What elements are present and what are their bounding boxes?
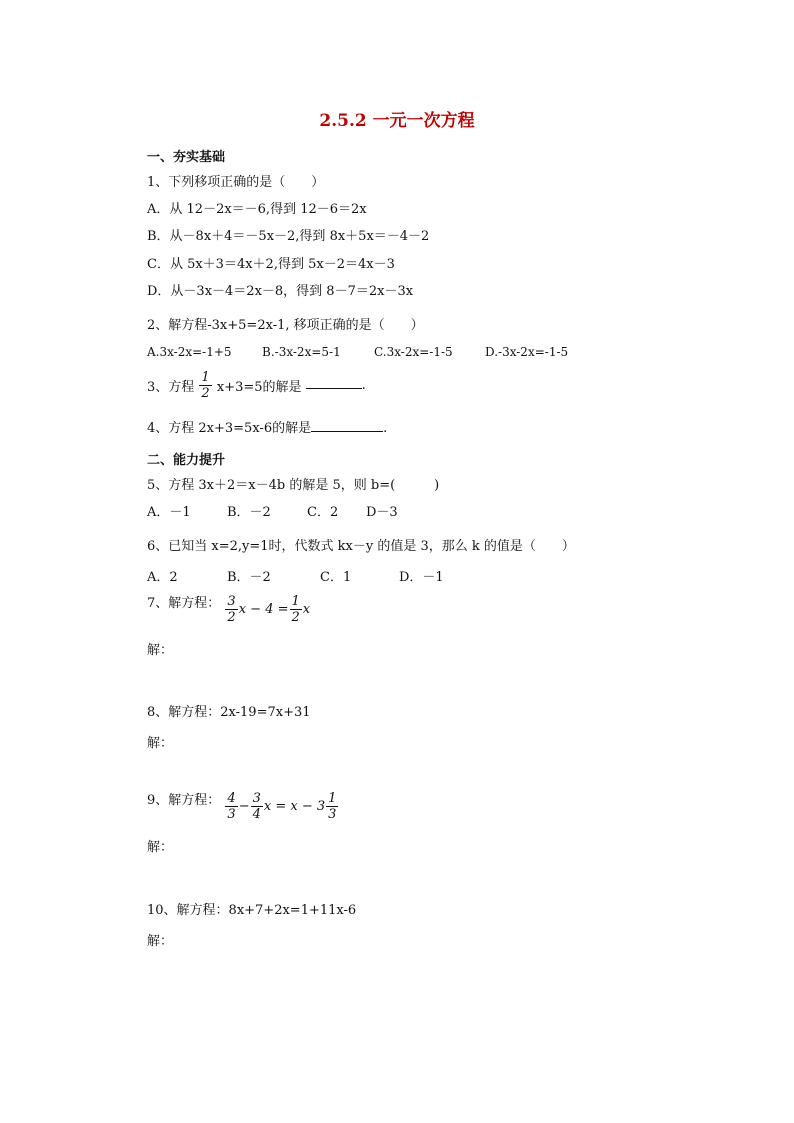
question-6-option-a: A．2 [147,570,178,585]
section-heading-advanced: 二、能力提升 [147,453,226,468]
question-4-text: 4、方程 2x+3=5x-6的解是 [147,421,312,436]
question-1-option-b: B．从－8x＋4＝－5x－2,得到 8x＋5x＝－4－2 [147,229,430,244]
fraction-one-third: $\frac{1}{3}$ [328,791,337,822]
question-1-option-c: C．从 5x＋3＝4x＋2,得到 5x－2＝4x－3 [147,257,395,272]
question-1-option-d: D．从－3x－4＝2x－8，得到 8－7＝2x－3x [147,284,414,299]
question-8-answer-label: 解： [147,736,174,751]
equation-7: $\frac{3}{2}$ x − 4 = $\frac{1}{2}$ x [227,594,311,625]
fraction-four-thirds: $\frac{4}{3}$ [227,791,236,822]
answer-blank [306,376,362,389]
fraction-one-half: $\frac{1}{2}$ [201,370,210,401]
question-6-option-c: C．1 [320,570,352,585]
question-5-option-c: C．2 [307,505,339,520]
question-2-option-b: B.-3x-2x=5-1 [262,345,341,359]
question-2-option-c: C.3x-2x=-1-5 [374,345,453,359]
question-5-stem: 5、方程 3x＋2＝x－4b 的解是 5，则 b=( ) [147,478,440,493]
question-9-answer-label: 解： [147,840,174,855]
fraction-three-quarters: $\frac{3}{4}$ [252,791,261,822]
question-2-stem: 2、解方程-3x+5=2x-1, 移项正确的是（ ） [147,318,424,333]
fraction-one-half: $\frac{1}{2}$ [291,594,300,625]
question-6-options [147,566,477,585]
page-title: 2.5.2 一元一次方程 [319,111,475,131]
question-10-label: 10、解方程：8x+7+2x=1+11x-6 [147,903,357,918]
question-4: 4、方程 2x+3=5x-6的解是 . [147,421,388,436]
question-9 [147,789,339,822]
question-7 [147,592,310,625]
question-8-label: 8、解方程：2x-19=7x+31 [147,705,311,720]
question-3-suffix: x+3=5的解是 [216,380,302,395]
question-5-options [147,501,447,520]
question-7-answer-label: 解： [147,643,174,658]
question-5-option-b: B．－2 [227,505,271,520]
question-1-option-a: A．从 12－2x＝－6,得到 12－6＝2x [147,202,367,217]
answer-blank [311,419,383,432]
question-1-stem: 1、下列移项正确的是（ ） [147,175,325,190]
section-heading-basic: 一、夯实基础 [147,150,226,165]
question-2-options [147,345,587,361]
question-7-label: 7、解方程： [147,596,221,611]
question-6-stem: 6、已知当 x=2,y=1时，代数式 kx－y 的值是 3，那么 k 的值是（ ） [147,539,575,554]
question-2-option-a: A.3x-2x=-1+5 [147,345,232,359]
question-3: 3、方程 $\frac{1}{2}$ x+3=5的解是 . [147,370,366,401]
question-6-option-d: D．－1 [399,570,444,585]
question-3-prefix: 3、方程 [147,380,195,395]
equation-9: $\frac{4}{3}$ − $\frac{3}{4}$ x = x − 3 $\frac{1}{3}$ [227,791,337,822]
fraction-three-halves: $\frac{3}{2}$ [227,594,236,625]
question-5-option-a: A．－1 [147,505,191,520]
question-6-option-b: B．－2 [227,570,271,585]
question-5-option-d: D－3 [366,505,398,520]
question-10-answer-label: 解： [147,934,174,949]
question-9-label: 9、解方程： [147,793,221,808]
question-2-option-d: D.-3x-2x=-1-5 [485,345,569,359]
